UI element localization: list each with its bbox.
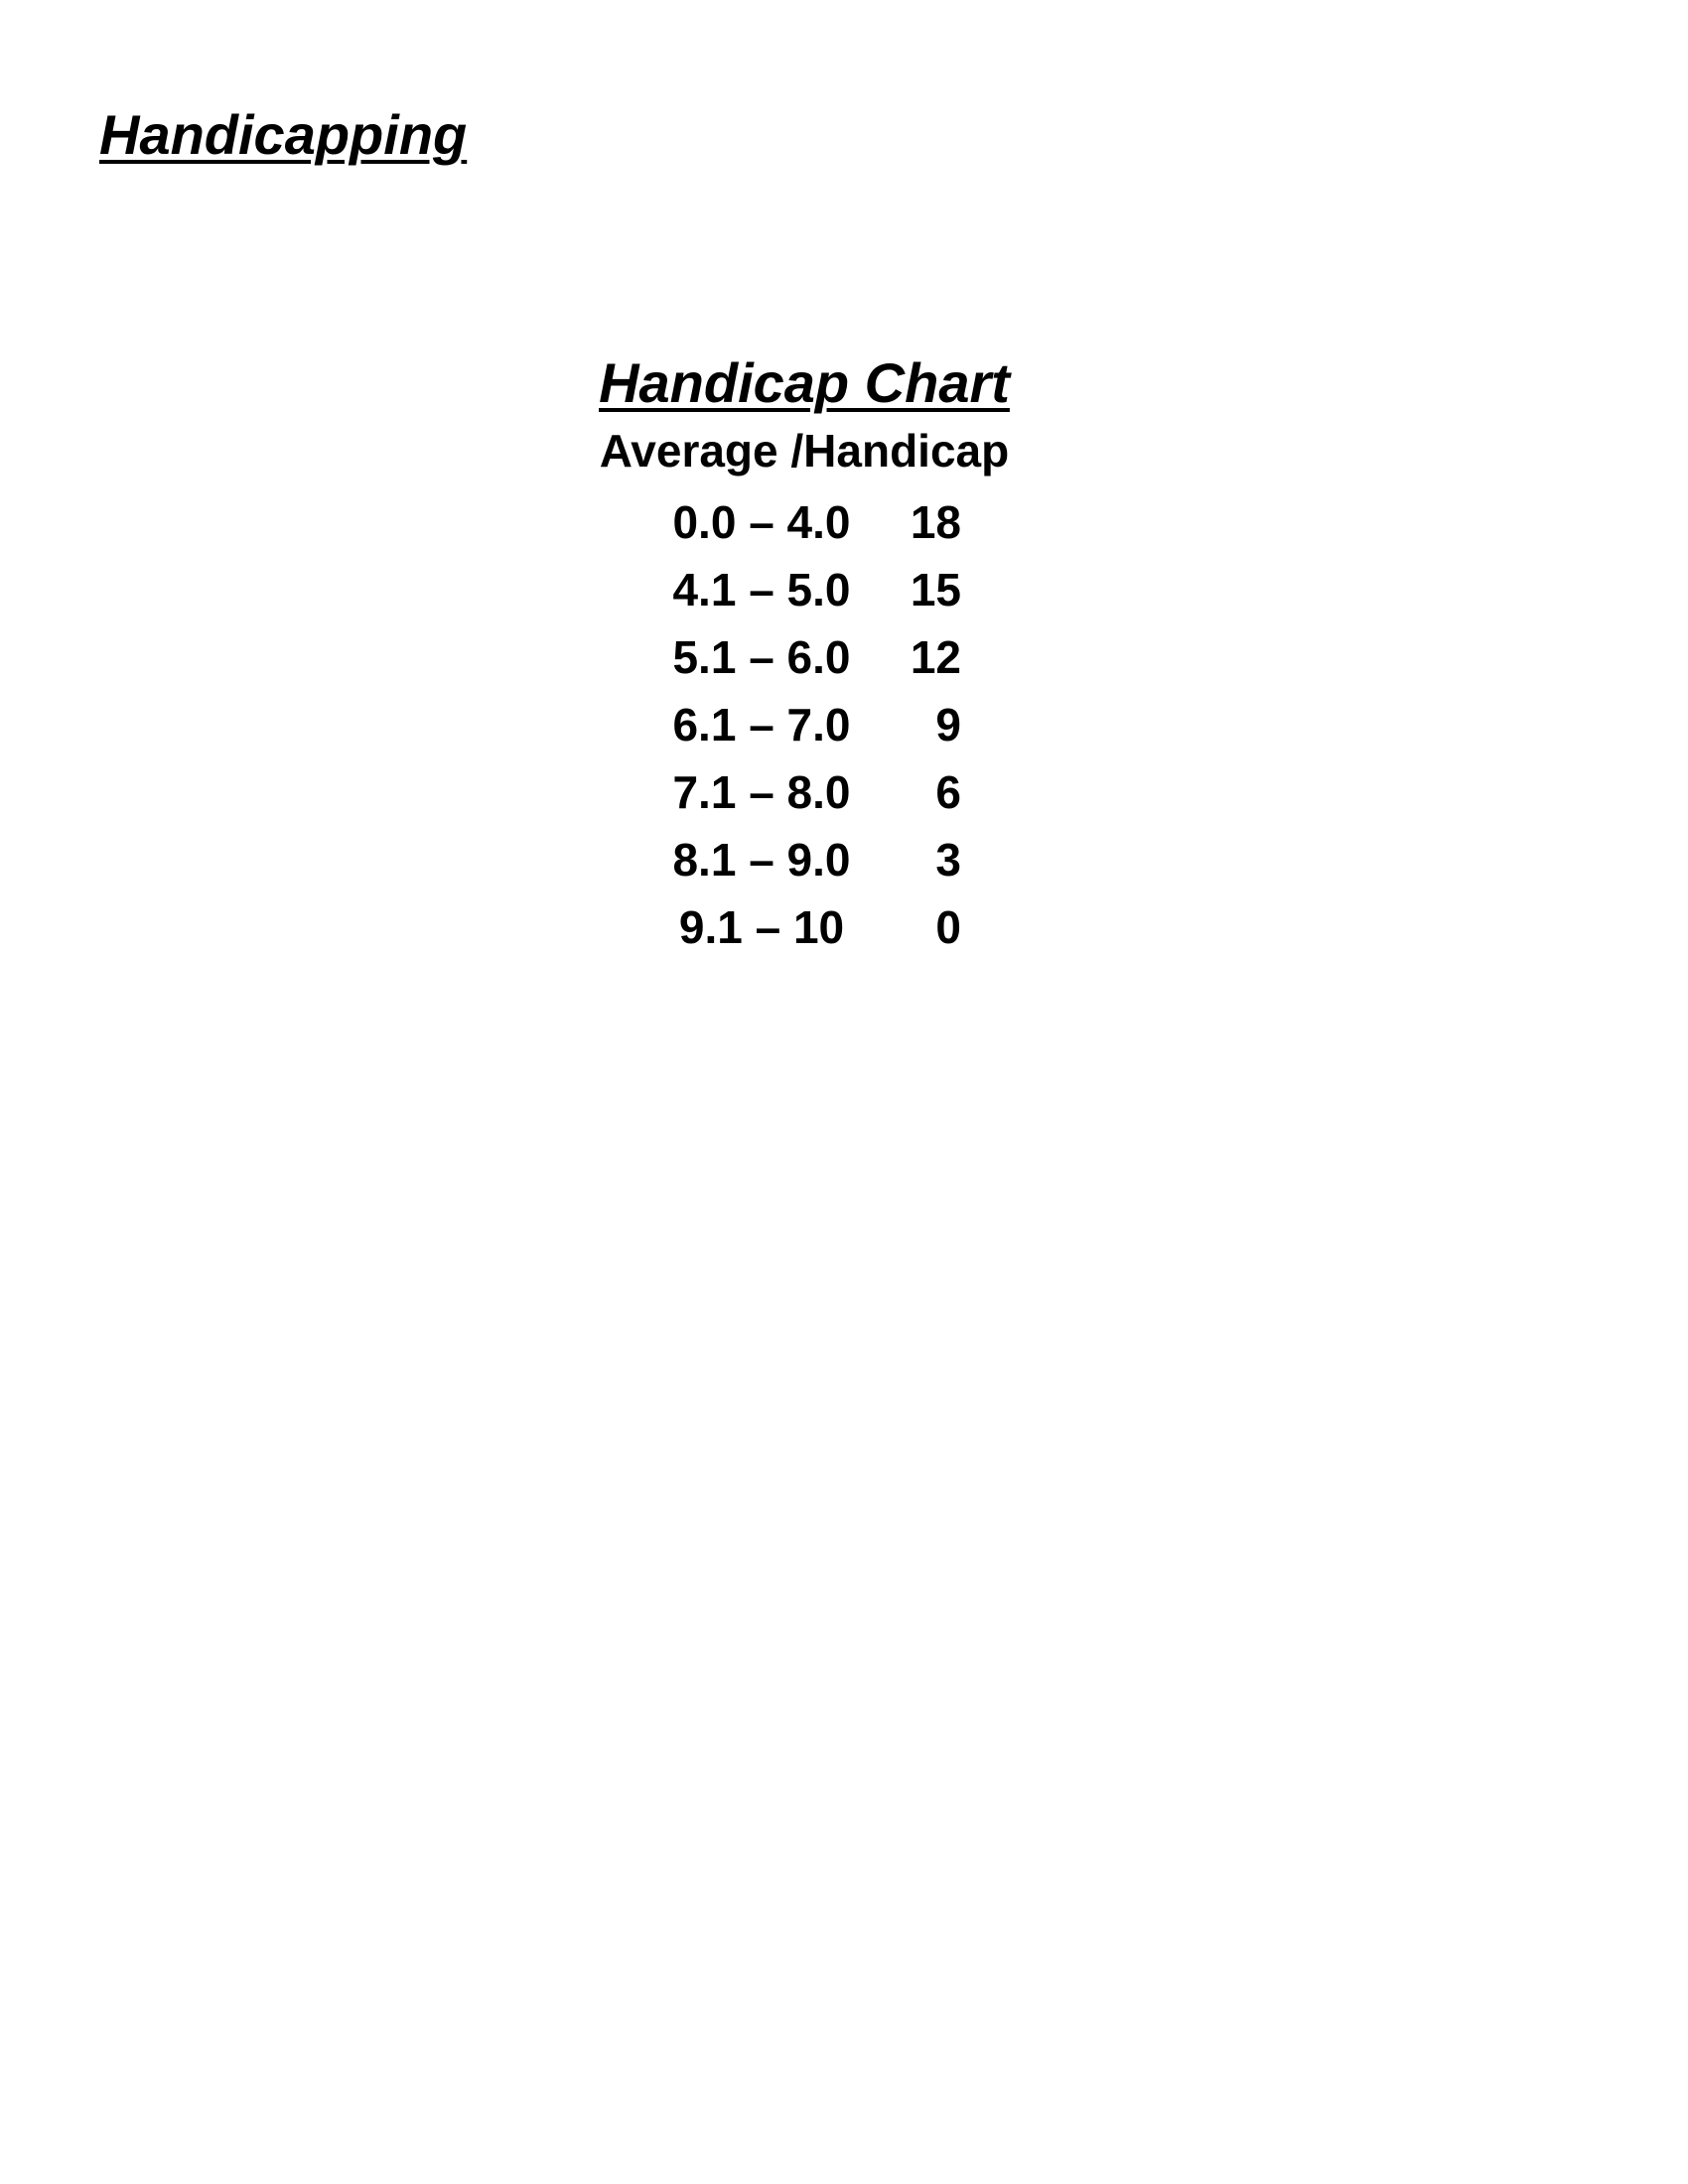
handicap-value: 9 — [935, 699, 961, 751]
table-row — [556, 826, 1053, 893]
table-row — [556, 488, 1053, 556]
average-range: 9.1 – 10 — [678, 901, 845, 954]
handicap-table — [556, 488, 1053, 961]
handicap-value: 12 — [910, 631, 961, 684]
average-range: 4.1 – 5.0 — [672, 564, 851, 616]
handicap-value: 15 — [910, 564, 961, 616]
chart-column-header: Average /Handicap — [599, 425, 1010, 478]
handicap-value: 3 — [935, 834, 961, 887]
handicap-chart — [556, 349, 1053, 961]
page-title: Handicapping — [99, 103, 468, 166]
table-row — [556, 758, 1053, 826]
average-range: 7.1 – 8.0 — [672, 766, 851, 819]
table-row — [556, 623, 1053, 691]
handicap-value: 18 — [910, 496, 961, 549]
table-row — [556, 556, 1053, 623]
average-range: 0.0 – 4.0 — [672, 496, 851, 549]
table-row — [556, 691, 1053, 758]
handicap-value: 0 — [935, 901, 961, 954]
handicap-value: 6 — [935, 766, 961, 819]
average-range: 5.1 – 6.0 — [672, 631, 851, 684]
chart-title: Handicap Chart — [599, 351, 1010, 414]
average-range: 8.1 – 9.0 — [672, 834, 851, 887]
table-row — [556, 893, 1053, 961]
average-range: 6.1 – 7.0 — [672, 699, 851, 751]
